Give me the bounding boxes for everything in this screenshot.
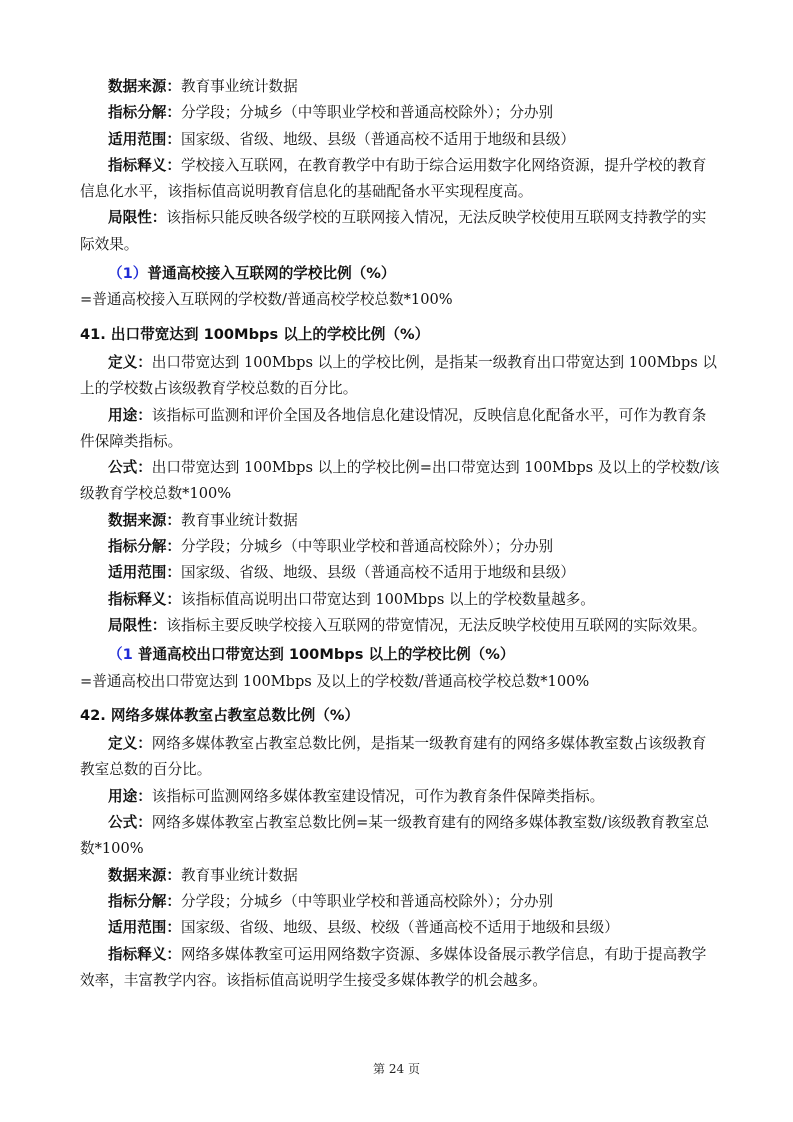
definition-label: 定义： bbox=[108, 353, 152, 371]
scope-label: 适用范围： bbox=[108, 564, 181, 582]
sub-indicator-title bbox=[80, 261, 720, 287]
formula-paragraph bbox=[80, 810, 720, 863]
usage-text: 该指标可监测和评价全国及各地信息化建设情况，反映信息化配备水平，可作为教育条件保障类指标。 bbox=[80, 406, 707, 450]
usage-label: 用途： bbox=[108, 406, 152, 424]
usage-paragraph bbox=[80, 784, 720, 810]
sub-indicator-name: 普通高校出口带宽达到 100Mbps 以上的学校比例（%） bbox=[137, 646, 515, 664]
source-label: 数据来源： bbox=[108, 866, 181, 884]
source-line bbox=[80, 74, 720, 100]
interpretation-paragraph bbox=[80, 942, 720, 995]
source-text: 教育事业统计数据 bbox=[180, 78, 298, 95]
interpretation-text: 该指标值高说明出口带宽达到 100Mbps 以上的学校数量越多。 bbox=[180, 590, 595, 608]
interpretation-text: 学校接入互联网，在教育教学中有助于综合运用数字化网络资源，提升学校的教育信息化水平，该指标值高说明教育信息化的基础配备水平实现程度高。 bbox=[80, 156, 707, 201]
section-41-heading: 41. 出口带宽达到 100Mbps 以上的学校比例（%） bbox=[80, 325, 430, 343]
breakdown-text: 分学段；分城乡（中等职业学校和普通高校除外）；分办别 bbox=[180, 892, 554, 910]
sub-indicator-number: （1） bbox=[108, 265, 148, 283]
interpretation-text: 网络多媒体教室可运用网络数字资源、多媒体设备展示教学信息，有助于提高教学效率，丰富教学内容。该指标值高说明学生接受多媒体教学的机会越多。 bbox=[80, 945, 707, 989]
interpretation-label: 指标释义： bbox=[108, 590, 181, 608]
interpretation-paragraph bbox=[80, 587, 720, 613]
definition-paragraph bbox=[80, 350, 720, 403]
limitation-text: 该指标主要反映学校接入互联网的带宽情况，无法反映学校使用互联网的实际效果。 bbox=[166, 616, 707, 634]
formula-paragraph bbox=[80, 455, 720, 508]
scope-line bbox=[80, 127, 720, 153]
source-line bbox=[80, 508, 720, 534]
breakdown-text: 分学段；分城乡（中等职业学校和普通高校除外）；分办别 bbox=[180, 104, 554, 122]
definition-text: 出口带宽达到 100Mbps 以上的学校比例，是指某一级教育出口带宽达到 100Mbps 以上的学校数占该级教育学校总数的百分比。 bbox=[80, 353, 717, 398]
scope-label: 适用范围： bbox=[108, 130, 181, 148]
limitation-text: 该指标只能反映各级学校的互联网接入情况，无法反映学校使用互联网支持教学的实际效果。 bbox=[80, 209, 707, 253]
limitation-label: 局限性： bbox=[108, 209, 167, 227]
definition-paragraph bbox=[80, 731, 720, 784]
scope-label: 适用范围： bbox=[108, 919, 181, 937]
limitation-label: 局限性： bbox=[108, 616, 167, 634]
formula-label: 公式： bbox=[108, 459, 152, 477]
usage-paragraph bbox=[80, 403, 720, 456]
formula-label: 公式： bbox=[108, 814, 152, 832]
limitation-paragraph bbox=[80, 613, 720, 639]
definition-text: 网络多媒体教室占教室总数比例，是指某一级教育建有的网络多媒体教室数占该级教育教室总数的百分比。 bbox=[80, 735, 707, 779]
breakdown-text: 分学段；分城乡（中等职业学校和普通高校除外）；分办别 bbox=[180, 538, 554, 556]
scope-text: 国家级、省级、地级、县级（普通高校不适用于地级和县级） bbox=[180, 564, 576, 582]
formula-text: 网络多媒体教室占教室总数比例=某一级教育建有的网络多媒体教室数/该级教育教室总数*100% bbox=[80, 814, 709, 858]
breakdown-label: 指标分解： bbox=[108, 104, 181, 122]
interpretation-paragraph bbox=[80, 153, 720, 206]
breakdown-line bbox=[80, 100, 720, 126]
sub-indicator-name: 普通高校接入互联网的学校比例（%） bbox=[147, 265, 396, 283]
source-text: 教育事业统计数据 bbox=[180, 866, 298, 884]
interpretation-label: 指标释义： bbox=[108, 156, 181, 174]
usage-label: 用途： bbox=[108, 787, 152, 805]
usage-text: 该指标可监测网络多媒体教室建设情况，可作为教育条件保障类指标。 bbox=[151, 787, 605, 805]
breakdown-label: 指标分解： bbox=[108, 538, 181, 556]
scope-line bbox=[80, 560, 720, 586]
scope-text: 国家级、省级、地级、县级（普通高校不适用于地级和县级） bbox=[180, 130, 576, 148]
definition-label: 定义： bbox=[108, 735, 152, 753]
sub-indicator-number: （1 bbox=[108, 646, 138, 664]
sub-indicator-formula: =普通高校出口带宽达到 100Mbps 及以上的学校数/普通高校学校总数*100% bbox=[80, 672, 590, 690]
breakdown-line bbox=[80, 534, 720, 560]
scope-line bbox=[80, 915, 720, 941]
document-page bbox=[80, 74, 720, 994]
breakdown-line bbox=[80, 889, 720, 915]
source-label: 数据来源： bbox=[108, 78, 181, 95]
breakdown-label: 指标分解： bbox=[108, 892, 181, 910]
interpretation-label: 指标释义： bbox=[108, 945, 181, 963]
source-line bbox=[80, 863, 720, 889]
sub-indicator-title bbox=[80, 642, 720, 668]
source-text: 教育事业统计数据 bbox=[180, 511, 298, 529]
sub-indicator-formula: =普通高校接入互联网的学校数/普通高校学校总数*100% bbox=[80, 291, 453, 309]
scope-text: 国家级、省级、地级、县级、校级（普通高校不适用于地级和县级） bbox=[180, 919, 619, 937]
source-label: 数据来源： bbox=[108, 511, 181, 529]
limitation-paragraph bbox=[80, 205, 720, 258]
formula-text: 出口带宽达到 100Mbps 以上的学校比例=出口带宽达到 100Mbps 及以上的学校数/该级教育学校总数*100% bbox=[80, 459, 720, 503]
section-42-heading: 42. 网络多媒体教室占教室总数比例（%） bbox=[80, 706, 360, 724]
page-number: 第 24 页 bbox=[373, 1062, 420, 1076]
